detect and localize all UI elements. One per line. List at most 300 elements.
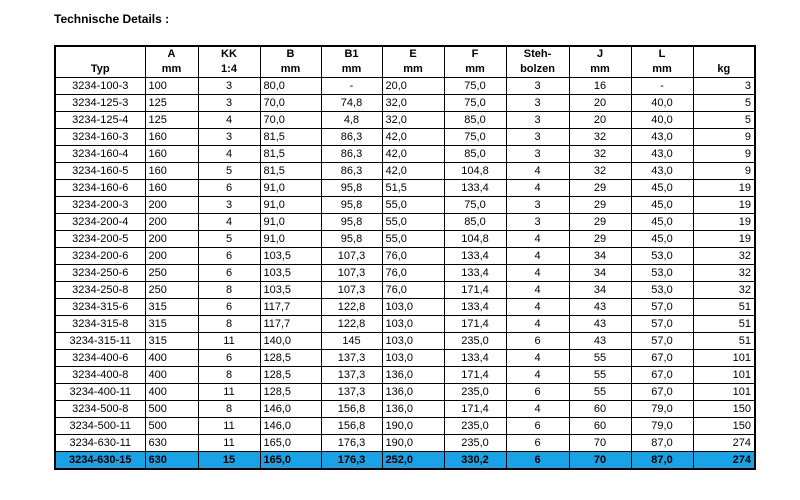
cell-kg: 9 [693, 163, 755, 180]
cell-steh: 4 [506, 265, 569, 282]
table-row [55, 78, 755, 95]
cell-b: 103,5 [260, 265, 321, 282]
cell-b: 70,0 [260, 112, 321, 129]
cell-b: 165,0 [260, 435, 321, 452]
cell-j: 34 [569, 282, 631, 299]
cell-steh: 3 [506, 129, 569, 146]
cell-b1: 156,8 [321, 418, 382, 435]
cell-steh: 6 [506, 333, 569, 350]
cell-j: 60 [569, 418, 631, 435]
cell-j: 43 [569, 333, 631, 350]
cell-b1: 176,3 [321, 452, 382, 470]
column-header-kg-bottom: kg [693, 62, 755, 78]
cell-e: 103,0 [382, 316, 444, 333]
cell-kk: 11 [198, 435, 260, 452]
cell-f: 104,8 [444, 231, 506, 248]
cell-l: 45,0 [631, 231, 693, 248]
cell-f: 75,0 [444, 197, 506, 214]
cell-b: 117,7 [260, 299, 321, 316]
cell-kk: 8 [198, 316, 260, 333]
cell-b1: 74,8 [321, 95, 382, 112]
column-header-f-bottom: mm [444, 62, 506, 78]
cell-e: 32,0 [382, 112, 444, 129]
cell-kg: 9 [693, 146, 755, 163]
cell-l: 79,0 [631, 401, 693, 418]
cell-typ: 3234-315-8 [55, 316, 145, 333]
cell-kk: 8 [198, 282, 260, 299]
table-row [55, 231, 755, 248]
cell-f: 85,0 [444, 214, 506, 231]
cell-e: 103,0 [382, 333, 444, 350]
table-row [55, 214, 755, 231]
cell-kk: 4 [198, 112, 260, 129]
cell-a: 630 [145, 435, 198, 452]
cell-e: 190,0 [382, 435, 444, 452]
column-header-b1-bottom: mm [321, 62, 382, 78]
cell-steh: 4 [506, 401, 569, 418]
cell-kk: 6 [198, 350, 260, 367]
cell-j: 43 [569, 316, 631, 333]
cell-kk: 4 [198, 146, 260, 163]
table-row [55, 435, 755, 452]
cell-a: 160 [145, 163, 198, 180]
cell-b: 117,7 [260, 316, 321, 333]
cell-typ: 3234-200-5 [55, 231, 145, 248]
column-header-e-top: E [382, 46, 444, 62]
table-row [55, 163, 755, 180]
cell-a: 400 [145, 367, 198, 384]
cell-a: 500 [145, 401, 198, 418]
cell-b: 70,0 [260, 95, 321, 112]
cell-e: 252,0 [382, 452, 444, 470]
table-row [55, 180, 755, 197]
cell-b1: 122,8 [321, 316, 382, 333]
cell-a: 200 [145, 231, 198, 248]
cell-steh: 3 [506, 112, 569, 129]
cell-l: 87,0 [631, 452, 693, 470]
cell-typ: 3234-400-6 [55, 350, 145, 367]
cell-a: 250 [145, 265, 198, 282]
cell-kk: 5 [198, 163, 260, 180]
cell-b1: 107,3 [321, 282, 382, 299]
column-header-j-bottom: mm [569, 62, 631, 78]
cell-b: 140,0 [260, 333, 321, 350]
cell-f: 133,4 [444, 350, 506, 367]
cell-a: 160 [145, 180, 198, 197]
cell-typ: 3234-100-3 [55, 78, 145, 95]
cell-f: 85,0 [444, 112, 506, 129]
cell-f: 330,2 [444, 452, 506, 470]
table-header [55, 46, 755, 78]
cell-b1: 95,8 [321, 214, 382, 231]
cell-kg: 101 [693, 367, 755, 384]
cell-l: 45,0 [631, 197, 693, 214]
cell-e: 190,0 [382, 418, 444, 435]
cell-l: 43,0 [631, 146, 693, 163]
cell-l: 53,0 [631, 282, 693, 299]
cell-kg: 19 [693, 180, 755, 197]
cell-steh: 6 [506, 452, 569, 470]
cell-kk: 6 [198, 299, 260, 316]
cell-j: 60 [569, 401, 631, 418]
cell-kk: 3 [198, 129, 260, 146]
cell-e: 42,0 [382, 163, 444, 180]
cell-b1: 107,3 [321, 265, 382, 282]
cell-f: 75,0 [444, 78, 506, 95]
cell-b1: 86,3 [321, 129, 382, 146]
cell-b: 128,5 [260, 367, 321, 384]
cell-f: 235,0 [444, 435, 506, 452]
cell-steh: 4 [506, 180, 569, 197]
cell-typ: 3234-630-15 [55, 452, 145, 470]
cell-kg: 150 [693, 418, 755, 435]
column-header-a-bottom: mm [145, 62, 198, 78]
cell-typ: 3234-160-5 [55, 163, 145, 180]
column-header-kk-bottom: 1:4 [198, 62, 260, 78]
cell-kk: 3 [198, 197, 260, 214]
cell-a: 125 [145, 112, 198, 129]
cell-j: 34 [569, 265, 631, 282]
cell-typ: 3234-200-3 [55, 197, 145, 214]
cell-f: 235,0 [444, 333, 506, 350]
cell-l: 45,0 [631, 214, 693, 231]
cell-e: 55,0 [382, 231, 444, 248]
cell-kg: 5 [693, 95, 755, 112]
cell-b: 103,5 [260, 282, 321, 299]
cell-a: 500 [145, 418, 198, 435]
cell-a: 200 [145, 197, 198, 214]
cell-kk: 11 [198, 333, 260, 350]
cell-typ: 3234-160-6 [55, 180, 145, 197]
cell-steh: 4 [506, 231, 569, 248]
cell-typ: 3234-250-8 [55, 282, 145, 299]
cell-steh: 4 [506, 316, 569, 333]
cell-kg: 9 [693, 129, 755, 146]
cell-f: 85,0 [444, 146, 506, 163]
table-row [55, 299, 755, 316]
cell-b: 165,0 [260, 452, 321, 470]
cell-steh: 6 [506, 435, 569, 452]
table-row [55, 197, 755, 214]
cell-kg: 19 [693, 231, 755, 248]
cell-kg: 51 [693, 316, 755, 333]
cell-a: 100 [145, 78, 198, 95]
table-row [55, 316, 755, 333]
cell-l: 79,0 [631, 418, 693, 435]
table-body [55, 78, 755, 470]
cell-kk: 8 [198, 401, 260, 418]
cell-b1: 156,8 [321, 401, 382, 418]
cell-steh: 4 [506, 248, 569, 265]
cell-kg: 32 [693, 248, 755, 265]
column-header-kk-top: KK [198, 46, 260, 62]
cell-b1: 95,8 [321, 197, 382, 214]
cell-kk: 6 [198, 180, 260, 197]
cell-b: 91,0 [260, 214, 321, 231]
cell-j: 55 [569, 367, 631, 384]
cell-kg: 19 [693, 197, 755, 214]
cell-typ: 3234-315-6 [55, 299, 145, 316]
cell-f: 133,4 [444, 265, 506, 282]
cell-steh: 4 [506, 350, 569, 367]
cell-b: 91,0 [260, 231, 321, 248]
cell-j: 43 [569, 299, 631, 316]
cell-kg: 274 [693, 435, 755, 452]
table-row [55, 333, 755, 350]
cell-e: 42,0 [382, 129, 444, 146]
cell-j: 32 [569, 146, 631, 163]
cell-steh: 4 [506, 163, 569, 180]
cell-a: 250 [145, 282, 198, 299]
cell-a: 400 [145, 384, 198, 401]
cell-kk: 11 [198, 418, 260, 435]
section-title: Technische Details : [54, 12, 170, 26]
table-row [55, 129, 755, 146]
column-header-typ-top [55, 46, 145, 62]
cell-a: 315 [145, 333, 198, 350]
cell-f: 133,4 [444, 248, 506, 265]
cell-l: 40,0 [631, 112, 693, 129]
cell-a: 315 [145, 316, 198, 333]
cell-kk: 11 [198, 384, 260, 401]
cell-b: 128,5 [260, 384, 321, 401]
cell-kk: 4 [198, 214, 260, 231]
cell-kg: 32 [693, 282, 755, 299]
table-row [55, 350, 755, 367]
cell-e: 103,0 [382, 350, 444, 367]
cell-l: 40,0 [631, 95, 693, 112]
cell-steh: 6 [506, 418, 569, 435]
cell-kg: 274 [693, 452, 755, 470]
cell-b1: 107,3 [321, 248, 382, 265]
cell-e: 55,0 [382, 197, 444, 214]
table-row [55, 112, 755, 129]
table-row [55, 384, 755, 401]
cell-f: 171,4 [444, 316, 506, 333]
cell-e: 136,0 [382, 384, 444, 401]
cell-l: 67,0 [631, 350, 693, 367]
cell-b: 128,5 [260, 350, 321, 367]
table-row [55, 418, 755, 435]
cell-e: 42,0 [382, 146, 444, 163]
column-header-typ-bottom: Typ [55, 62, 145, 78]
cell-kk: 6 [198, 248, 260, 265]
cell-a: 630 [145, 452, 198, 470]
cell-j: 55 [569, 384, 631, 401]
cell-typ: 3234-200-4 [55, 214, 145, 231]
cell-kk: 3 [198, 95, 260, 112]
cell-e: 51,5 [382, 180, 444, 197]
cell-kk: 5 [198, 231, 260, 248]
cell-steh: 3 [506, 95, 569, 112]
cell-j: 32 [569, 129, 631, 146]
cell-steh: 3 [506, 78, 569, 95]
cell-b1: 86,3 [321, 146, 382, 163]
cell-f: 235,0 [444, 384, 506, 401]
cell-typ: 3234-250-6 [55, 265, 145, 282]
cell-b: 81,5 [260, 129, 321, 146]
column-header-l-bottom: mm [631, 62, 693, 78]
cell-steh: 4 [506, 282, 569, 299]
cell-a: 200 [145, 214, 198, 231]
cell-a: 160 [145, 146, 198, 163]
cell-b: 146,0 [260, 418, 321, 435]
cell-j: 70 [569, 452, 631, 470]
table-row [55, 367, 755, 384]
table-row [55, 265, 755, 282]
cell-b: 81,5 [260, 163, 321, 180]
cell-l: 67,0 [631, 384, 693, 401]
cell-f: 104,8 [444, 163, 506, 180]
cell-f: 133,4 [444, 299, 506, 316]
cell-j: 20 [569, 112, 631, 129]
table-row [55, 401, 755, 418]
cell-a: 315 [145, 299, 198, 316]
cell-typ: 3234-630-11 [55, 435, 145, 452]
cell-kg: 3 [693, 78, 755, 95]
cell-b1: 95,8 [321, 180, 382, 197]
cell-j: 70 [569, 435, 631, 452]
table-row [55, 248, 755, 265]
table-row [55, 146, 755, 163]
cell-j: 29 [569, 214, 631, 231]
cell-kg: 5 [693, 112, 755, 129]
cell-typ: 3234-400-8 [55, 367, 145, 384]
cell-e: 76,0 [382, 248, 444, 265]
cell-e: 76,0 [382, 282, 444, 299]
cell-b: 146,0 [260, 401, 321, 418]
cell-l: 57,0 [631, 333, 693, 350]
column-header-b-top: B [260, 46, 321, 62]
cell-typ: 3234-125-3 [55, 95, 145, 112]
cell-steh: 3 [506, 146, 569, 163]
cell-kk: 6 [198, 265, 260, 282]
cell-b: 103,5 [260, 248, 321, 265]
column-header-f-top: F [444, 46, 506, 62]
cell-e: 32,0 [382, 95, 444, 112]
cell-l: - [631, 78, 693, 95]
cell-e: 76,0 [382, 265, 444, 282]
cell-l: 87,0 [631, 435, 693, 452]
cell-j: 34 [569, 248, 631, 265]
cell-b: 91,0 [260, 197, 321, 214]
cell-kk: 8 [198, 367, 260, 384]
cell-typ: 3234-160-3 [55, 129, 145, 146]
cell-kg: 51 [693, 333, 755, 350]
cell-b: 91,0 [260, 180, 321, 197]
cell-b: 80,0 [260, 78, 321, 95]
cell-b1: 137,3 [321, 367, 382, 384]
cell-f: 171,4 [444, 367, 506, 384]
cell-j: 16 [569, 78, 631, 95]
table-row [55, 452, 755, 470]
cell-f: 171,4 [444, 401, 506, 418]
cell-kg: 32 [693, 265, 755, 282]
cell-typ: 3234-125-4 [55, 112, 145, 129]
cell-b1: 145 [321, 333, 382, 350]
cell-b1: 95,8 [321, 231, 382, 248]
cell-steh: 4 [506, 367, 569, 384]
cell-f: 75,0 [444, 129, 506, 146]
cell-e: 136,0 [382, 401, 444, 418]
cell-j: 20 [569, 95, 631, 112]
cell-kk: 3 [198, 78, 260, 95]
column-header-j-top: J [569, 46, 631, 62]
cell-l: 43,0 [631, 163, 693, 180]
cell-b1: 86,3 [321, 163, 382, 180]
cell-f: 75,0 [444, 95, 506, 112]
cell-steh: 4 [506, 299, 569, 316]
column-header-steh-top: Steh- [506, 46, 569, 62]
column-header-b1-top: B1 [321, 46, 382, 62]
cell-e: 20,0 [382, 78, 444, 95]
cell-b1: 122,8 [321, 299, 382, 316]
cell-b: 81,5 [260, 146, 321, 163]
cell-kg: 51 [693, 299, 755, 316]
column-header-a-top: A [145, 46, 198, 62]
cell-l: 53,0 [631, 248, 693, 265]
cell-e: 136,0 [382, 367, 444, 384]
cell-steh: 3 [506, 197, 569, 214]
cell-steh: 3 [506, 214, 569, 231]
cell-kg: 150 [693, 401, 755, 418]
cell-a: 400 [145, 350, 198, 367]
cell-l: 57,0 [631, 299, 693, 316]
cell-typ: 3234-500-11 [55, 418, 145, 435]
cell-j: 29 [569, 231, 631, 248]
table-row [55, 282, 755, 299]
cell-typ: 3234-200-6 [55, 248, 145, 265]
cell-kg: 19 [693, 214, 755, 231]
cell-b1: 4,8 [321, 112, 382, 129]
cell-b1: 137,3 [321, 350, 382, 367]
column-header-b-bottom: mm [260, 62, 321, 78]
cell-typ: 3234-315-11 [55, 333, 145, 350]
cell-j: 55 [569, 350, 631, 367]
cell-j: 29 [569, 180, 631, 197]
cell-b1: - [321, 78, 382, 95]
cell-b1: 176,3 [321, 435, 382, 452]
cell-a: 160 [145, 129, 198, 146]
column-header-l-top: L [631, 46, 693, 62]
cell-l: 45,0 [631, 180, 693, 197]
cell-kg: 101 [693, 350, 755, 367]
cell-f: 235,0 [444, 418, 506, 435]
cell-e: 55,0 [382, 214, 444, 231]
cell-b1: 137,3 [321, 384, 382, 401]
cell-l: 57,0 [631, 316, 693, 333]
cell-l: 67,0 [631, 367, 693, 384]
cell-e: 103,0 [382, 299, 444, 316]
cell-l: 43,0 [631, 129, 693, 146]
cell-typ: 3234-500-8 [55, 401, 145, 418]
cell-l: 53,0 [631, 265, 693, 282]
cell-a: 125 [145, 95, 198, 112]
cell-j: 32 [569, 163, 631, 180]
column-header-steh-bottom: bolzen [506, 62, 569, 78]
cell-kk: 15 [198, 452, 260, 470]
cell-a: 200 [145, 248, 198, 265]
cell-j: 29 [569, 197, 631, 214]
cell-typ: 3234-400-11 [55, 384, 145, 401]
cell-kg: 101 [693, 384, 755, 401]
column-header-e-bottom: mm [382, 62, 444, 78]
cell-f: 133,4 [444, 180, 506, 197]
column-header-kg-top [693, 46, 755, 62]
cell-typ: 3234-160-4 [55, 146, 145, 163]
technical-details-table [54, 45, 756, 470]
cell-f: 171,4 [444, 282, 506, 299]
